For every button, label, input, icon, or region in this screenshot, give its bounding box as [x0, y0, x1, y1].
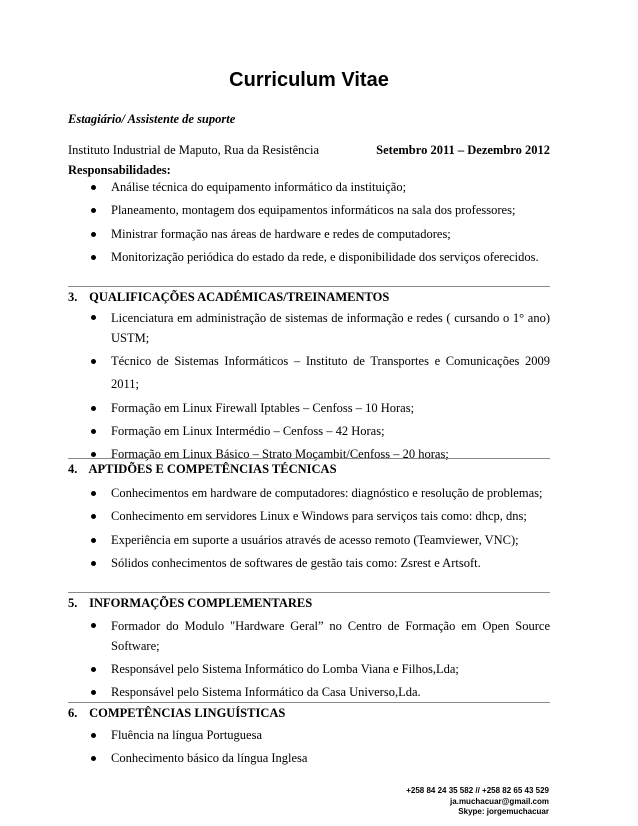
list-item: Formação em Linux Básico – Strato Moçambit/Cenfoss – 20 horas;	[68, 443, 550, 466]
list-item: Planeamento, montagem dos equipamentos informáticos na sala dos professores;	[68, 199, 550, 222]
section-title: APTIDÕES E COMPETÊNCIAS TÉCNICAS	[88, 462, 337, 476]
page-title: Curriculum Vitae	[229, 69, 389, 91]
list-item: Ministrar formação nas áreas de hardware e redes de computadores;	[68, 223, 550, 246]
job-period: Setembro 2011 – Dezembro 2012	[376, 143, 550, 157]
section-heading-complementary-info	[68, 592, 550, 611]
section-number: 6.	[68, 706, 78, 720]
responsibilities-list	[68, 176, 550, 269]
responsibilities-label: Responsabilidades:	[68, 163, 171, 177]
contact-footer	[406, 786, 549, 818]
list-item: Formação em Linux Firewall Iptables – Cenfoss – 10 Horas;	[68, 397, 550, 420]
section-title: QUALIFICAÇÕES ACADÉMICAS/TREINAMENTOS	[89, 290, 390, 304]
email-address: ja.muchacuar@gmail.com	[450, 796, 549, 806]
complementary-info-list	[68, 614, 550, 705]
list-item: Responsável pelo Sistema Informático do Lomba Viana e Filhos,Lda;	[68, 658, 550, 681]
list-item: Monitorização periódica do estado da rede, e disponibilidade dos serviços oferecidos.	[68, 246, 550, 269]
section-number: 5.	[68, 596, 78, 610]
list-item: Sólidos conhecimentos de softwares de gestão tais como: Zsrest e Artsoft.	[68, 552, 550, 575]
list-item: Experiência em suporte a usuários através de acesso remoto (Teamviewer, VNC);	[68, 529, 550, 552]
phone-numbers: +258 84 24 35 582 // +258 82 65 43 529	[406, 786, 549, 795]
list-item: Licenciatura em administração de sistemas de informação e redes ( cursando o 1° ano) USTM;	[68, 306, 550, 350]
list-item: Formador do Modulo "Hardware Geral” no Centro de Formação em Open Source Software;	[68, 614, 550, 658]
job-institution: Instituto Industrial de Maputo, Rua da Resistência	[68, 143, 319, 157]
list-item: Conhecimento em servidores Linux e Windows para serviços tais como: dhcp, dns;	[68, 505, 550, 528]
section-title: INFORMAÇÕES COMPLEMENTARES	[89, 596, 313, 610]
qualifications-list	[68, 306, 550, 466]
section-heading-languages	[68, 702, 550, 721]
list-item: Conhecimento básico da língua Inglesa	[68, 747, 550, 770]
section-number: 4.	[68, 462, 78, 476]
technical-skills-list	[68, 482, 550, 575]
section-number: 3.	[68, 290, 78, 304]
section-heading-qualifications	[68, 286, 550, 305]
section-title: COMPETÊNCIAS LINGUÍSTICAS	[89, 706, 286, 720]
list-item: Responsável pelo Sistema Informático da Casa Universo,Lda.	[68, 681, 550, 704]
list-item: Análise técnica do equipamento informático da instituição;	[68, 176, 550, 199]
job-role: Estagiário/ Assistente de suporte	[68, 112, 236, 126]
languages-list	[68, 724, 550, 771]
skype-handle: Skype: jorgemuchacuar	[458, 807, 549, 816]
list-item: Formação em Linux Intermédio – Cenfoss – 42 Horas;	[68, 420, 550, 443]
section-heading-technical-skills	[68, 458, 550, 477]
list-item: Técnico de Sistemas Informáticos – Instituto de Transportes e Comunicações 2009 2011;	[68, 350, 550, 397]
list-item: Fluência na língua Portuguesa	[68, 724, 550, 747]
list-item: Conhecimentos em hardware de computadores: diagnóstico e resolução de problemas;	[68, 482, 550, 505]
